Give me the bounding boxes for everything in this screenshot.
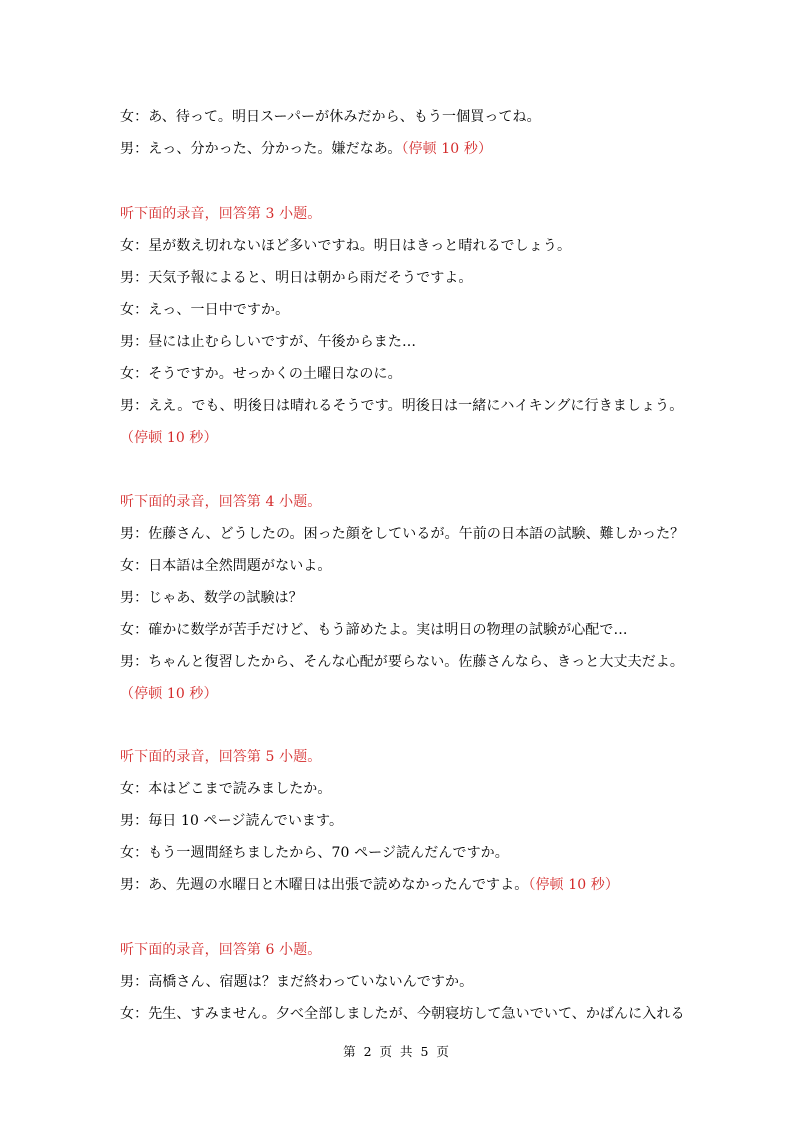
section-heading: 听下面的录音，回答第 6 小题。 xyxy=(120,942,322,958)
page-footer: 第 2 页 共 5 页 xyxy=(343,1044,451,1059)
dialogue-line: 女：日本語は全然問題がないよ。 xyxy=(120,558,332,574)
dialogue-line: 女：あ、待って。明日スーパーが休みだから、もう一個買ってね。 xyxy=(120,109,541,125)
pause-note: （停顿 10 秒） xyxy=(120,686,218,702)
dialogue-line: 女：星が数え切れないほど多いですね。明日はきっと晴れるでしょう。 xyxy=(120,238,572,254)
dialogue-line: 男：佐藤さん、どうしたの。困った顔をしているが。午前の日本語の試験、難しかった？ xyxy=(120,526,685,542)
dialogue-line: 男：えっ、分かった、分かった。嫌だなあ。（停顿 10 秒） xyxy=(120,141,493,157)
dialogue-line: 男：高橋さん、宿題は？まだ終わっていないんですか。 xyxy=(120,974,474,990)
dialogue-line: 男：ええ。でも、明後日は晴れるそうです。明後日は一緒にハイキングに行きましょう。 xyxy=(120,398,684,414)
dialogue-line: 男：あ、先週の水曜日と木曜日は出張で読めなかったんですよ。（停顿 10 秒） xyxy=(120,877,619,893)
dialogue-line: 女：先生、すみません。夕べ全部しましたが、今朝寝坊して急いでいて、かばんに入れる xyxy=(120,1006,685,1022)
dialogue-line: 男：ちゃんと復習したから、そんな心配が要らない。佐藤さんなら、きっと大丈夫だよ。 xyxy=(120,654,684,670)
pause-note: （停顿 10 秒） xyxy=(120,430,218,446)
dialogue-line: 男：天気予報によると、明日は朝から雨だそうですよ。 xyxy=(120,270,473,286)
dialogue-line: 女：もう一週間経ちましたから、70 ページ読んだんですか。 xyxy=(120,845,509,861)
dialogue-line: 女：えっ、一日中ですか。 xyxy=(120,302,290,318)
section-heading: 听下面的录音，回答第 4 小题。 xyxy=(120,494,322,510)
dialogue-line: 女：本はどこまで読みましたか。 xyxy=(120,781,332,797)
dialogue-line: 男：昼には止むらしいですが、午後からまた… xyxy=(120,334,417,350)
dialogue-line: 女：そうですか。せっかくの土曜日なのに。 xyxy=(120,366,402,382)
section-heading: 听下面的录音，回答第 3 小题。 xyxy=(120,206,322,222)
section-heading: 听下面的录音，回答第 5 小题。 xyxy=(120,749,322,765)
dialogue-line: 女：確かに数学が苦手だけど、もう諦めたよ。実は明日の物理の試験が心配で… xyxy=(120,622,628,638)
dialogue-line: 男：毎日 10 ページ読んでいます。 xyxy=(120,813,344,829)
dialogue-line: 男：じゃあ、数学の試験は？ xyxy=(120,590,303,606)
